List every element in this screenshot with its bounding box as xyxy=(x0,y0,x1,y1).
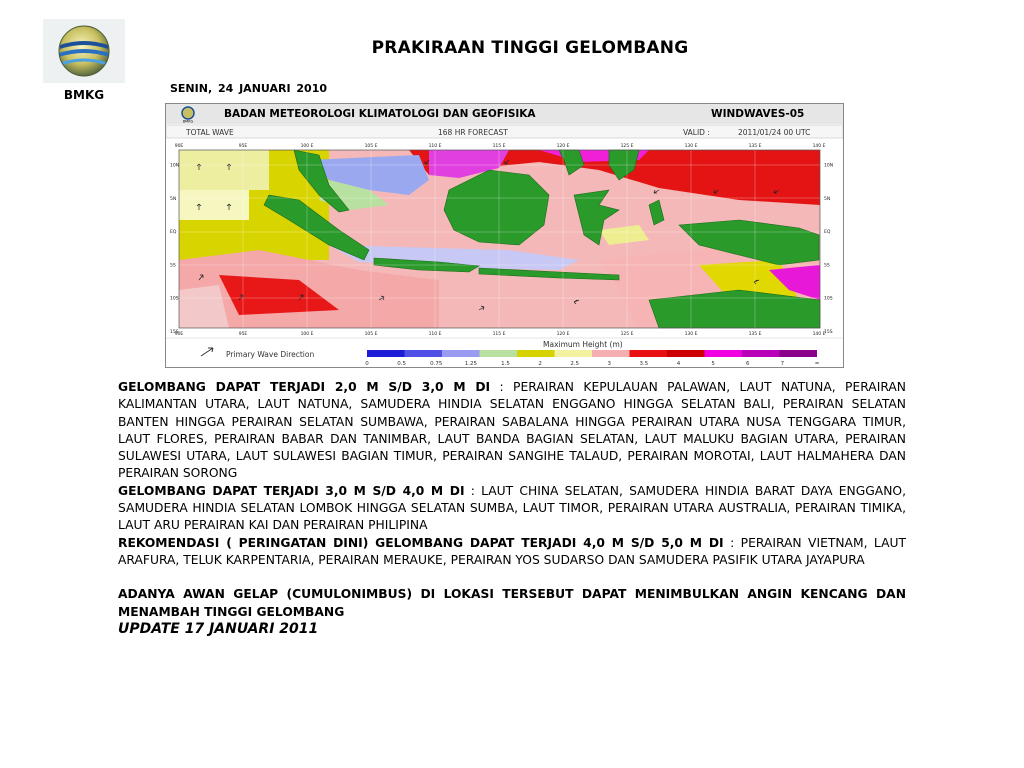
lon-tick-top: 100 E xyxy=(300,144,314,149)
map-total-wave-label: TOTAL WAVE xyxy=(186,128,234,137)
early-warning-heading: REKOMENDASI ( PERINGATAN DINI) GELOMBANG DAPAT TERJADI 4,0 M S/D 5,0 M DI xyxy=(118,535,724,550)
legend-swatch xyxy=(780,350,818,357)
lon-tick-bottom: 90E xyxy=(174,332,184,337)
legend-values xyxy=(365,361,819,367)
lat-tick-right: 10N xyxy=(824,163,834,169)
map-valid-time: 2011/01/24 00 UTC xyxy=(738,128,811,137)
paragraph-3-4m-text: : LAUT CHINA SELATAN, SAMUDERA HINDIA BARAT DAYA ENGGANO, SAMUDERA HINDIA SELATAN LOMBOK HINGGA SELATAN SUMBA, LAUT TIMOR, PERAIRAN UTARA AUSTRALIA, PERAIRAN TIMIKA, LAUT ARU PERAIRAN KAI DAN PERAIRAN PHILIPINA xyxy=(118,483,906,533)
lon-tick-bottom: 100 E xyxy=(300,332,314,337)
map-forecast-hour: 168 HR FORECAST xyxy=(438,128,508,137)
logo-label: BMKG xyxy=(63,88,105,102)
legend-swatch xyxy=(742,350,780,357)
lat-tick-right: 5S xyxy=(824,263,830,269)
legend-title: Maximum Height (m) xyxy=(543,340,623,349)
lon-tick-bottom: 110 E xyxy=(428,332,442,337)
lon-tick-top: 120 E xyxy=(556,144,570,149)
map-bmkg-logo-icon xyxy=(182,107,194,119)
lon-tick-top: 95E xyxy=(238,144,248,149)
map-agency-title: BADAN METEOROLOGI KLIMATOLOGI DAN GEOFISIKA xyxy=(224,108,536,120)
lon-tick-bottom: 115 E xyxy=(492,332,506,337)
lon-tick-bottom: 130 E xyxy=(684,332,698,337)
legend-value: 6 xyxy=(746,361,750,367)
legend-value: 3.5 xyxy=(639,361,649,367)
lat-tick-right: EQ xyxy=(824,230,831,236)
lat-tick-left: 10N xyxy=(170,163,180,169)
lon-tick-top: 140 E xyxy=(812,144,826,149)
lon-tick-top: 105 E xyxy=(364,144,378,149)
legend-value: 2.5 xyxy=(570,361,580,367)
legend-value: = xyxy=(814,361,820,367)
lon-tick-top: 90E xyxy=(174,144,184,149)
legend-value: 3 xyxy=(607,361,612,367)
legend-value: 1.5 xyxy=(501,361,510,367)
forecast-text xyxy=(118,379,906,638)
longitude-ticks-bottom xyxy=(175,331,826,337)
lon-tick-top: 135 E xyxy=(748,144,762,149)
legend-value: 0 xyxy=(365,361,369,367)
cumulonimbus-warning: ADANYA AWAN GELAP (CUMULONIMBUS) DI LOKASI TERSEBUT DAPAT MENIMBULKAN ANGIN KENCANG DAN MENAMBAH TINGGI GELOMBANG xyxy=(118,587,906,619)
early-warning-text: : PERAIRAN VIETNAM, LAUT ARAFURA, TELUK KARPENTARIA, PERAIRAN MERAUKE, PERAIRAN YOS SUDARSO DAN SAMUDERA PASIFIK UTARA JAYAPURA xyxy=(118,535,906,567)
legend-swatch xyxy=(517,350,555,357)
legend-direction-label: Primary Wave Direction xyxy=(226,350,315,359)
legend-value: 1.25 xyxy=(464,361,477,367)
paragraph-early-warning xyxy=(118,535,906,570)
legend-value: 5 xyxy=(711,361,715,367)
paragraph-2-3m-text: : PERAIRAN KEPULAUAN PALAWAN, LAUT NATUNA, PERAIRAN KALIMANTAN UTARA, LAUT NATUNA, SAMUDERA HINDIA SELATAN ENGGANO HINGGA SELATAN BALI, PERAIRAN SELATAN BANTEN HINGGA PERAIRAN SELATAN SUMBAWA, PERAIRAN SABALANA HINGGA PERAIRAN UTARA NUSA TENGGARA TIMUR, LAUT FLORES, PERAIRAN BABAR DAN TANIMBAR, LAUT BANDA BAGIAN SELATAN, LAUT MALUKU BAGIAN UTARA, PERAIRAN SULAWESI UTARA, LAUT SULAWESI BAGIAN TIMUR, PERAIRAN SANGIHE TALAUD, PERAIRAN MOROTAI, LAUT HALMAHERA DAN PERAIRAN SORONG xyxy=(118,380,906,481)
paragraph-3-4m xyxy=(118,483,906,535)
legend-swatch xyxy=(592,350,630,357)
legend-swatch xyxy=(367,350,405,357)
latitude-ticks-left xyxy=(170,163,179,336)
lat-tick-right: 10S xyxy=(824,296,833,302)
legend-swatch xyxy=(442,350,480,357)
map-product-name: WINDWAVES-05 xyxy=(711,108,805,120)
lon-tick-bottom: 120 E xyxy=(556,332,570,337)
legend-swatch xyxy=(405,350,443,357)
lon-tick-top: 125 E xyxy=(620,144,634,149)
lat-tick-left: 10S xyxy=(170,296,179,302)
lon-tick-bottom: 140 E xyxy=(812,332,826,337)
lat-tick-left: 15S xyxy=(170,330,179,335)
legend-value: 7 xyxy=(780,361,785,367)
direction-arrow-icon xyxy=(201,348,213,356)
legend-value: 0.75 xyxy=(430,361,443,367)
legend-swatch xyxy=(667,350,705,357)
legend-value: 4 xyxy=(676,361,681,367)
legend-swatch xyxy=(480,350,518,357)
legend-swatches xyxy=(367,350,817,357)
legend-swatch xyxy=(555,350,593,357)
lon-tick-top: 110 E xyxy=(428,144,442,149)
lat-tick-right: 5N xyxy=(824,196,831,202)
lon-tick-bottom: 95E xyxy=(238,332,248,337)
latitude-ticks-right xyxy=(824,163,833,336)
legend-swatch xyxy=(705,350,743,357)
wave-forecast-map xyxy=(165,103,844,368)
map-valid-label: VALID : xyxy=(683,128,710,137)
paragraph-3-4m-heading: GELOMBANG DAPAT TERJADI 3,0 M S/D 4,0 M DI xyxy=(118,483,465,498)
legend-value: 2 xyxy=(538,361,542,367)
map-logo-text: BMKG xyxy=(182,119,194,124)
lon-tick-bottom: 125 E xyxy=(620,332,634,337)
lon-tick-bottom: 135 E xyxy=(748,332,762,337)
lat-tick-left: 5S xyxy=(170,263,176,269)
lon-tick-bottom: 105 E xyxy=(364,332,378,337)
legend-swatch xyxy=(630,350,668,357)
lat-tick-left: 5N xyxy=(170,196,177,202)
legend-value: 0.5 xyxy=(397,361,406,367)
lat-tick-right: 15S xyxy=(824,330,833,335)
lat-tick-left: EQ xyxy=(170,230,177,236)
paragraph-2-3m-heading: GELOMBANG DAPAT TERJADI 2,0 M S/D 3,0 M DI xyxy=(118,380,491,394)
update-date: UPDATE 17 JANUARI 2011 xyxy=(118,620,319,637)
paragraph-2-3m xyxy=(118,379,906,483)
page-title: PRAKIRAAN TINGGI GELOMBANG xyxy=(371,38,689,58)
date-line: SENIN, 24 JANUARI 2010 xyxy=(170,82,328,95)
longitude-ticks-top xyxy=(175,143,826,149)
lon-tick-top: 130 E xyxy=(684,144,698,149)
lon-tick-top: 115 E xyxy=(492,144,506,149)
